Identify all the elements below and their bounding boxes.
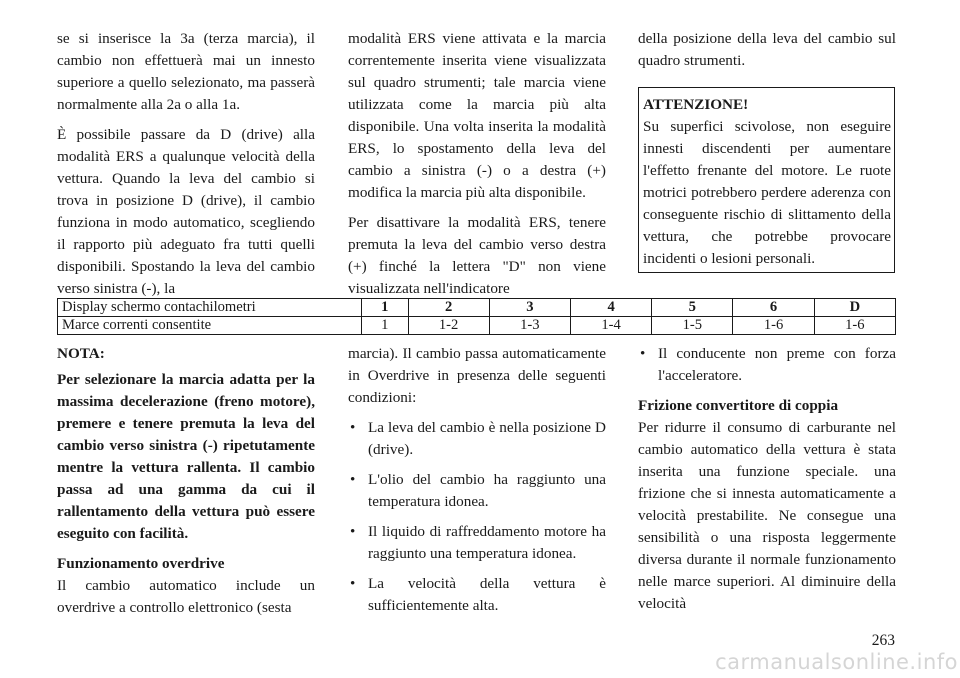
paragraph: È possibile passare da D (drive) alla modalità ERS a qualunque velocità della vettura. Quando la leva del cambio si trova in posizione D (drive), il cambio funziona in modo automatico, scegliendo il rapporto più adeguato fra tutti quelli disponibili. Spostando la leva del cambio verso sinistra (-), la (57, 126, 315, 297)
bottom-column-2 (348, 343, 606, 625)
warning-title: ATTENZIONE! (643, 96, 749, 113)
bottom-column-3 (638, 343, 896, 615)
warning-text: Su superfici scivolose, non eseguire innesti discendenti per aumentare l'effetto frenante del motore. Le ruote motrici potrebbero perdere aderenza con conseguente rischio di slittamento della vettura, che potrebbe provocare incidenti o lesioni personali. (643, 118, 891, 267)
paragraph: marcia). Il cambio passa automaticamente in Overdrive in presenza delle seguenti condizioni: (348, 345, 606, 406)
note-title: NOTA: (57, 345, 105, 362)
paragraph: modalità ERS viene attivata e la marcia correntemente inserita viene visualizzata sul quadro strumenti; tale marcia viene utilizzata come la marcia più alta disponibile. Una volta inserita la modalità ERS, lo spostamento della leva del cambio a sinistra (-) o a destra (+) modifica la marcia più alta disponibile. (348, 30, 606, 201)
list-item: • Il liquido di raffreddamento motore ha raggiunto una temperatura idonea. (350, 523, 606, 562)
table-cell: 1-2 (408, 317, 489, 335)
table-row-label: Marce correnti consentite (58, 317, 362, 335)
page-number: 263 (871, 632, 895, 649)
watermark: carmanualsonline.info (715, 650, 958, 674)
top-column-2 (348, 28, 606, 308)
section-heading: Funzionamento overdrive (57, 555, 225, 572)
bottom-column-1 (57, 343, 315, 619)
top-column-1 (57, 28, 315, 308)
table-header-cell: 1 (362, 299, 409, 317)
table-header-cell: 6 (733, 299, 814, 317)
paragraph: della posizione della leva del cambio sul quadro strumenti. (638, 30, 896, 69)
paragraph: se si inserisce la 3a (terza marcia), il cambio non effettuerà mai un innesto superiore a quello selezionato, ma passerà normalmente alla 2a o alla 1a. (57, 30, 315, 113)
warning-box (638, 87, 895, 273)
bullet-icon: • (350, 419, 356, 436)
list-item: • La leva del cambio è nella posizione D (drive). (350, 419, 606, 458)
table-cell: 1-6 (814, 317, 895, 335)
table-cell: 1-5 (652, 317, 733, 335)
table-cell: 1-3 (489, 317, 570, 335)
paragraph: Per ridurre il consumo di carburante nel cambio automatico della vettura è stata inserita una funzione speciale. una frizione che si innesta automaticamente a velocità prestabilite. Ne consegue una sensibilità o una risposta leggermente diversa durante il normale funzionamento nelle marce superiori. Al diminuire della velocità (638, 419, 896, 612)
table-header-cell: 2 (408, 299, 489, 317)
paragraph: Il cambio automatico include un overdrive a controllo elettronico (sesta (57, 577, 315, 616)
table-cell: 1-4 (570, 317, 651, 335)
paragraph: Per disattivare la modalità ERS, tenere premuta la leva del cambio verso destra (+) finché la lettera "D" non viene visualizzata nell'indicatore (348, 214, 606, 297)
table-cell: 1-6 (733, 317, 814, 335)
list-item: • La velocità della vettura è sufficientemente alta. (350, 575, 606, 614)
list-item: • L'olio del cambio ha raggiunto una temperatura idonea. (350, 471, 606, 510)
list-item: • Il conducente non preme con forza l'acceleratore. (640, 345, 896, 384)
table-header-cell: 3 (489, 299, 570, 317)
bullet-icon: • (350, 575, 356, 592)
bullet-list (348, 417, 606, 617)
table-header-row (58, 299, 896, 317)
table-header-label: Display schermo contachilometri (58, 299, 362, 317)
bullet-icon: • (350, 471, 356, 488)
top-column-3 (638, 28, 896, 80)
table-header-cell: D (814, 299, 895, 317)
bullet-icon: • (640, 345, 646, 362)
table-row (58, 317, 896, 335)
gear-table (57, 298, 896, 335)
table-header-cell: 4 (570, 299, 651, 317)
table-cell: 1 (362, 317, 409, 335)
table-header-cell: 5 (652, 299, 733, 317)
bullet-list (638, 343, 896, 387)
bullet-icon: • (350, 523, 356, 540)
note-text: Per selezionare la marcia adatta per la massima decelerazione (freno motore), premere e tenere premuta la leva del cambio verso sinistra (-) ripetutamente mentre la vettura rallenta. Il cambio passa ad una gamma da cui il rallentamento della vettura può essere eseguito con facilità. (57, 371, 315, 542)
section-heading: Frizione convertitore di coppia (638, 397, 839, 414)
